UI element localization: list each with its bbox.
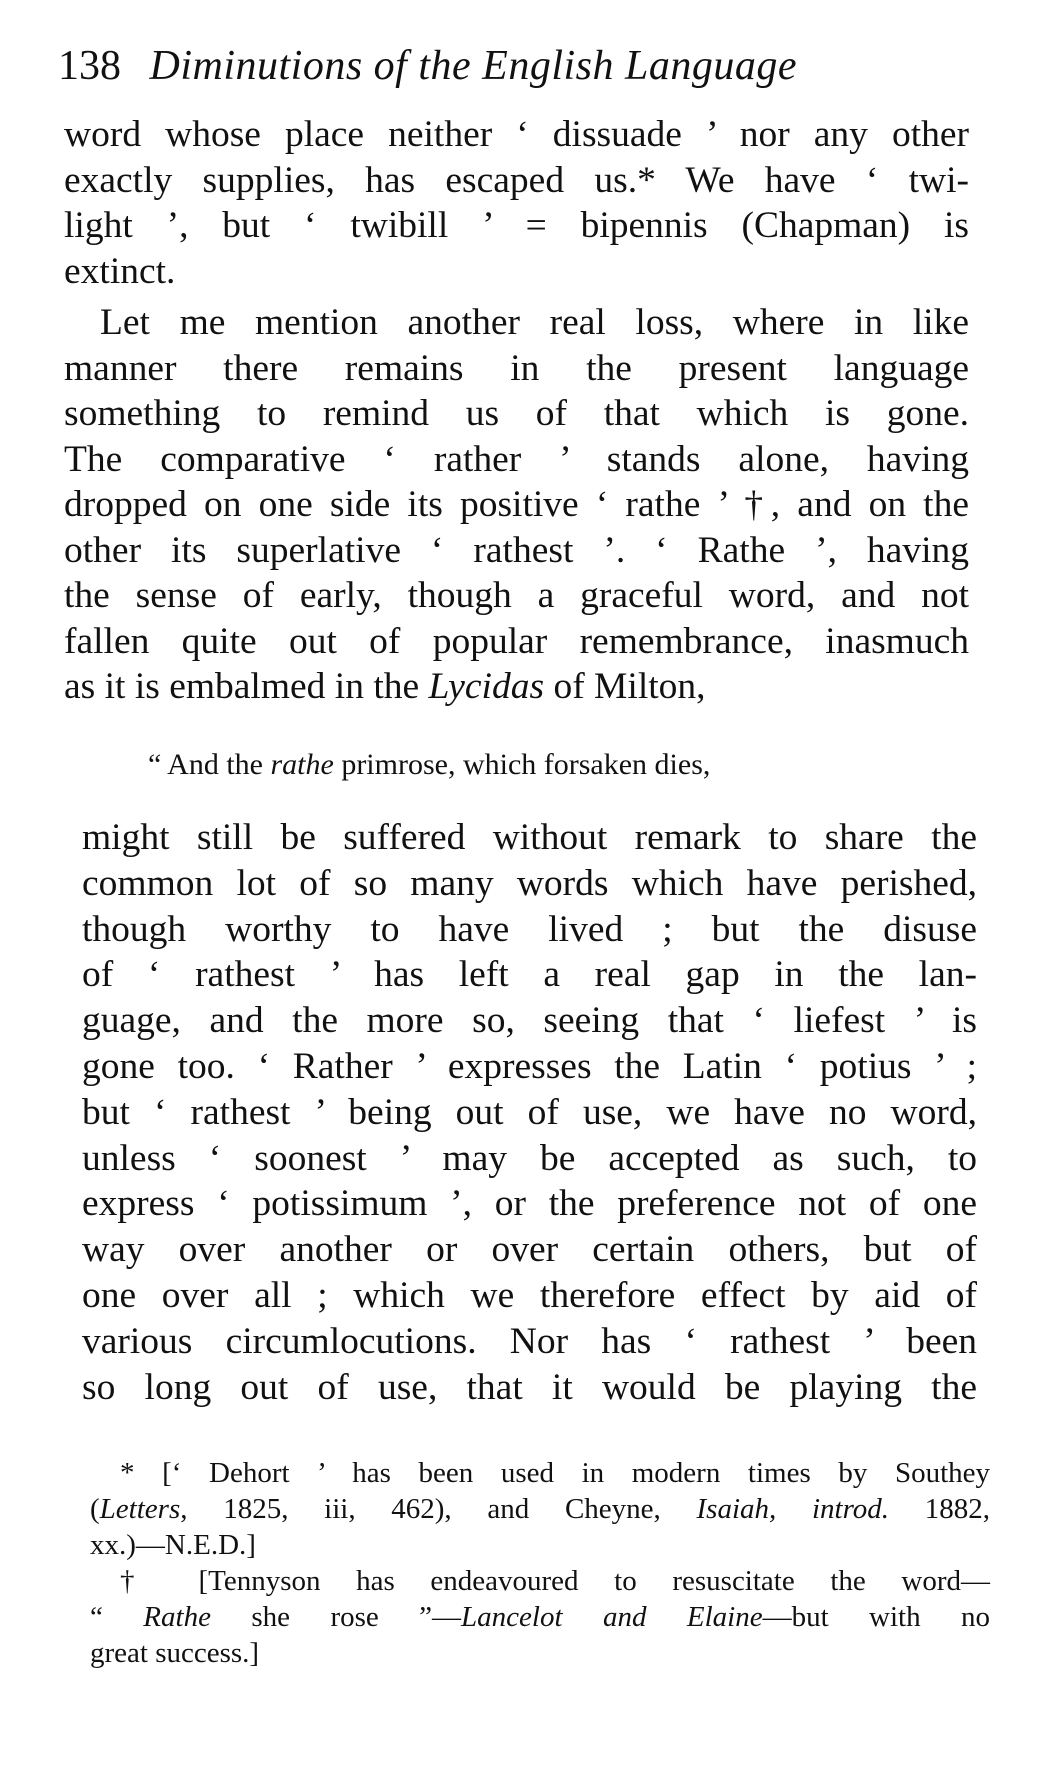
quotation — [148, 745, 928, 785]
text-line: guage, and the more so, seeing that ‘ liefest ’ is — [82, 1000, 977, 1042]
text-line: other its superlative ‘ rathest ’. ‘ Rathe ’, having — [64, 529, 969, 571]
text-line: so long out of use, that it would be playing the — [82, 1366, 977, 1408]
text-line: one over all ; which we therefore effect by aid of — [82, 1274, 977, 1316]
italic-title-lancelot: Lancelot and Elaine — [461, 1601, 763, 1633]
quote-italic-word: rathe — [270, 748, 334, 781]
text-segment: of Milton, — [544, 666, 706, 707]
footnote-2-line: † [Tennyson has endeavoured to resuscitate the word— — [120, 1565, 990, 1597]
text-line: light ’, but ‘ twibill ’ = bipennis (Chapman) is — [64, 205, 969, 246]
italic-title-isaiah: Isaiah, introd. — [696, 1493, 890, 1525]
text-line: dropped on one side its positive ‘ rathe ’ †, and on the — [64, 484, 969, 525]
text-line: might still be suffered without remark to share the — [82, 817, 977, 858]
text-line: of ‘ rathest ’ has left a real gap in the lan- — [82, 954, 977, 996]
text-segment: —but with no — [762, 1601, 991, 1633]
text-line: various circumlocutions. Nor has ‘ rathest ’ been — [82, 1320, 977, 1362]
text-line: but ‘ rathest ’ being out of use, we have no word, — [82, 1091, 977, 1133]
text-segment: 1882, — [889, 1493, 991, 1525]
text-line: the sense of early, though a graceful word, and not — [64, 575, 969, 616]
text-line: way over another or over certain others, but of — [82, 1229, 977, 1271]
text-segment: “ — [90, 1601, 144, 1633]
text-segment: ( — [90, 1493, 100, 1525]
footnote-1-line — [90, 1491, 990, 1527]
text-line: extinct. — [64, 250, 176, 292]
text-line: manner there remains in the present language — [64, 347, 969, 389]
text-line: The comparative ‘ rather ’ stands alone, having — [64, 438, 969, 480]
text-line: word whose place neither ‘ dissuade ’ nor any other — [64, 114, 969, 155]
footnote-2-line: great success.] — [90, 1637, 260, 1669]
text-segment: as it is embalmed in the — [64, 666, 429, 707]
footnote-1-line: xx.)—N.E.D.] — [90, 1529, 256, 1561]
quote-segment: “ And the — [148, 748, 271, 781]
italic-word-rathe: Rathe — [143, 1601, 211, 1633]
paragraph-3 — [82, 815, 977, 1410]
footnote-1-line: * [‘ Dehort ’ has been used in modern times by Southey — [120, 1457, 990, 1489]
page-number: 138 — [58, 43, 121, 89]
text-segment: , 1825, iii, 462), and Cheyne, — [180, 1493, 697, 1525]
quote-segment: primrose, which forsaken dies, — [333, 748, 711, 781]
text-line: something to remind us of that which is gone. — [64, 393, 969, 434]
text-line: fallen quite out of popular remembrance, inasmuch — [64, 620, 969, 662]
running-header — [58, 36, 958, 96]
text-line: unless ‘ soonest ’ may be accepted as such, to — [82, 1137, 977, 1179]
running-title: Diminutions of the English Language — [149, 43, 797, 89]
footnote-2-line — [90, 1599, 990, 1635]
text-segment: she rose ”— — [210, 1601, 462, 1633]
footnotes — [90, 1455, 990, 1671]
text-line — [64, 664, 969, 710]
paragraph-2 — [64, 300, 969, 710]
text-line: exactly supplies, has escaped us.* We have ‘ twi- — [64, 159, 969, 201]
text-line: common lot of so many words which have perished, — [82, 862, 977, 904]
text-line: gone too. ‘ Rather ’ expresses the Latin ‘ potius ’ ; — [82, 1045, 977, 1087]
italic-title-lycidas: Lycidas — [428, 666, 545, 707]
text-line: Let me mention another real loss, where in like — [100, 302, 969, 343]
text-line: though worthy to have lived ; but the disuse — [82, 908, 977, 950]
italic-title-letters: Letters — [99, 1493, 181, 1525]
text-line: express ‘ potissimum ’, or the preference not of one — [82, 1183, 977, 1225]
paragraph-1 — [64, 112, 969, 294]
